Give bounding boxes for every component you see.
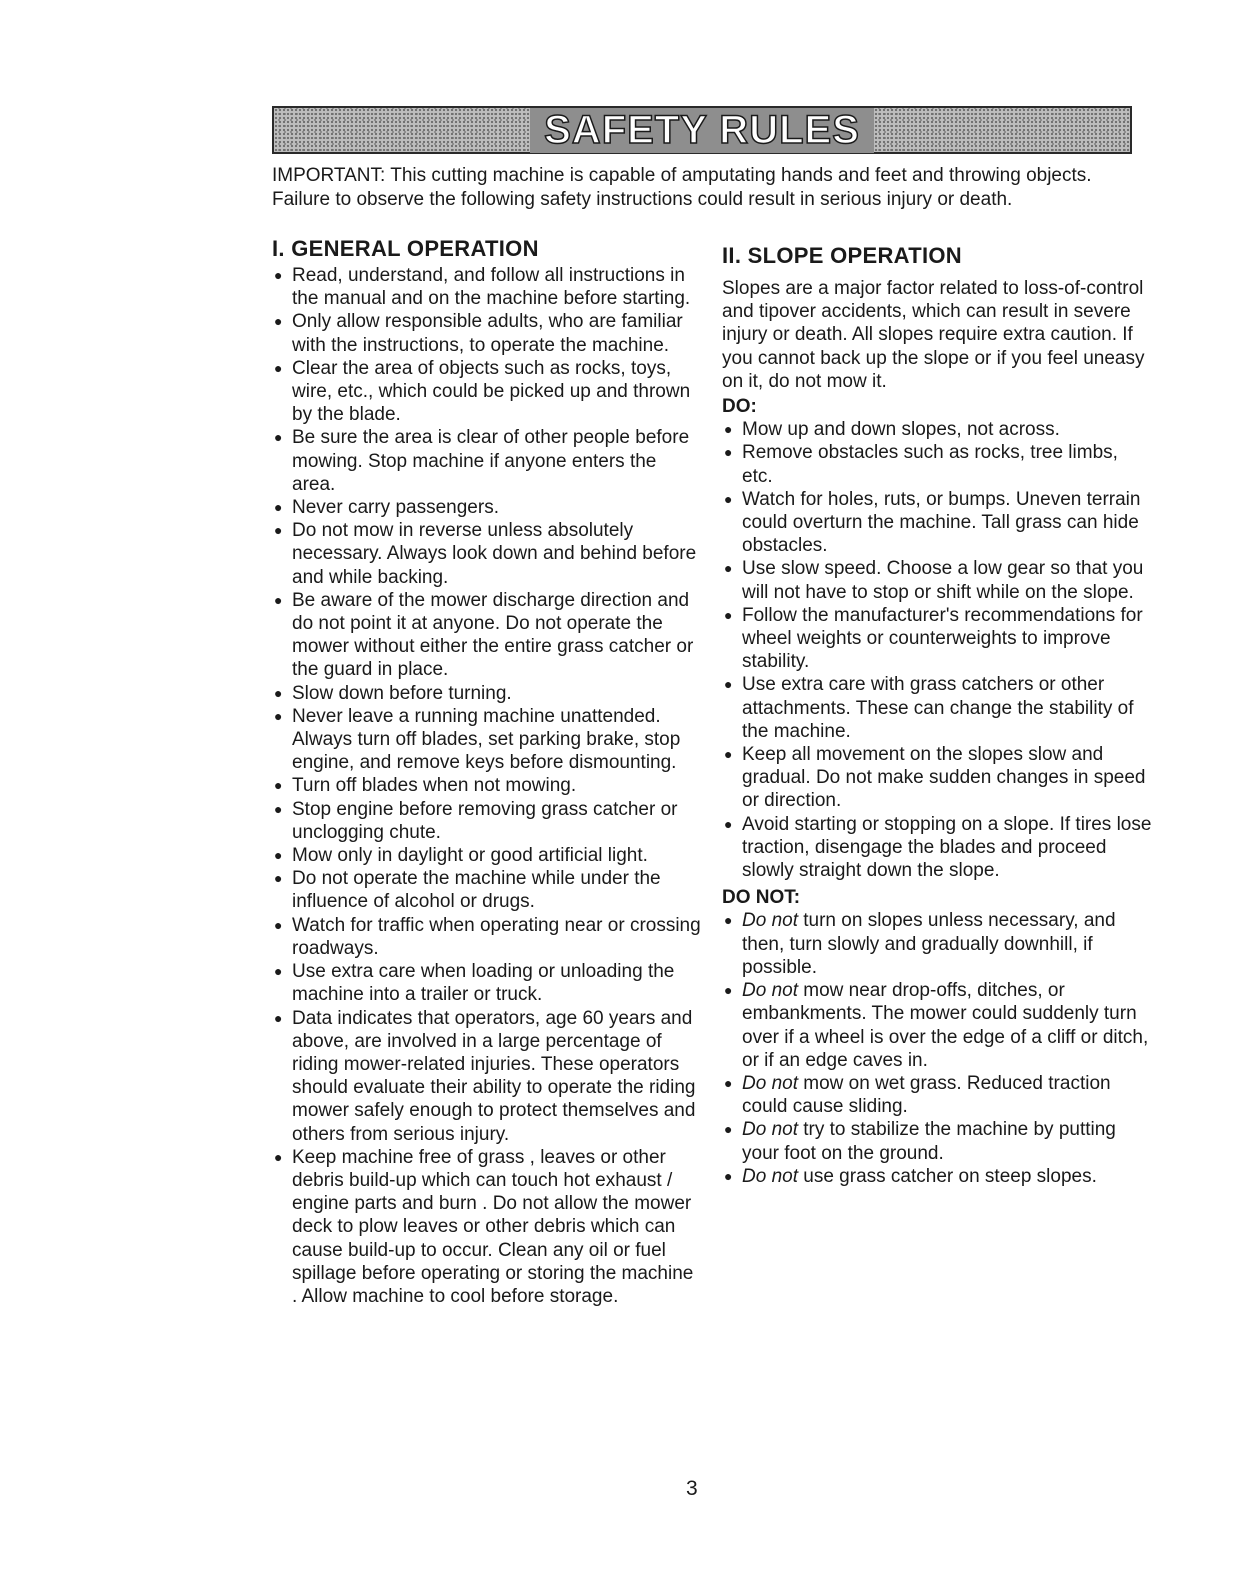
do-not-list xyxy=(722,909,1152,1187)
list-item: ● Use extra care with grass catchers or other attachments. These can change the stability of the machine. xyxy=(724,674,1134,742)
general-operation-list xyxy=(272,264,702,1308)
bullet-icon: ● xyxy=(274,359,283,376)
bullet-icon: ● xyxy=(724,490,733,507)
bullet-icon: ● xyxy=(724,746,733,763)
bullet-icon: ● xyxy=(724,1074,733,1091)
bullet-icon: ● xyxy=(274,1148,283,1165)
list-item: ● Keep all movement on the slopes slow and gradual. Do not make sudden changes in speed or direction. xyxy=(724,744,1146,812)
general-operation-section xyxy=(272,236,702,1312)
bullet-icon: ● xyxy=(724,606,733,623)
list-item: ● Slow down before turning. xyxy=(274,682,512,704)
bullet-icon: ● xyxy=(724,982,733,999)
bullet-icon: ● xyxy=(274,963,283,980)
bullet-icon: ● xyxy=(274,499,283,516)
page-number: 3 xyxy=(686,1477,698,1500)
list-item: ● Do not mow in reverse unless absolutely necessary. Always look down and behind before and while backing. xyxy=(274,520,697,588)
bullet-icon: ● xyxy=(274,522,283,539)
bullet-icon: ● xyxy=(274,684,283,701)
do-list xyxy=(722,418,1152,882)
do-not-heading: DO NOT: xyxy=(722,887,801,909)
list-item: ● Use extra care when loading or unloading the machine into a trailer or truck. xyxy=(274,961,675,1006)
list-item: ● Follow the manufacturer's recommendations for wheel weights or counterweights to improve stability. xyxy=(724,604,1143,673)
bullet-icon: ● xyxy=(724,421,733,438)
bullet-icon: ● xyxy=(274,847,283,864)
banner-title: SAFETY RULES xyxy=(530,108,874,153)
list-item: ● Do not turn on slopes unless necessary, and then, turn slowly and gradually downhill, if possible. xyxy=(724,910,1116,978)
bullet-icon: ● xyxy=(724,560,733,577)
list-item: ● Be aware of the mower discharge direction and do not point it at anyone. Do not operate the mower without either the entire grass catcher or the guard in place. xyxy=(274,589,694,681)
bullet-icon: ● xyxy=(274,429,283,446)
list-item: ● Watch for holes, ruts, or bumps. Uneven terrain could overturn the machine. Tall grass can hide obstacles. xyxy=(724,488,1141,557)
list-item: ● Be sure the area is clear of other people before mowing. Stop machine if anyone enters the area. xyxy=(274,427,690,495)
bullet-icon: ● xyxy=(724,1121,733,1138)
bullet-icon: ● xyxy=(274,800,283,817)
list-item: ● Do not mow near drop-offs, ditches, or embankments. The mower could suddenly turn over if a wheel is over the edge of a cliff or ditch, or if an edge caves in. xyxy=(724,980,1149,1071)
list-item: ● Keep machine free of grass , leaves or other debris build-up which can touch hot exhaust / engine parts and burn . Do not allow the mower deck to plow leaves or other debris which can cause build-up to occur. Clean any oil or fuel spillage before operating or storing the machine . Allow machine to cool before storage. xyxy=(274,1146,694,1307)
list-item: ● Stop engine before removing grass catcher or unclogging chute. xyxy=(274,798,678,843)
bullet-icon: ● xyxy=(274,707,283,724)
bullet-icon: ● xyxy=(274,267,283,283)
general-operation-heading: I. GENERAL OPERATION xyxy=(272,236,539,261)
list-item: ● Remove obstacles such as rocks, tree limbs, etc. xyxy=(724,442,1118,487)
slope-intro: Slopes are a major factor related to loss-of-control and tipover accidents, which can result in severe injury or death. All slopes require extra caution. If you cannot back up the slope or if you feel uneasy on it, do not mow it. xyxy=(722,278,1145,392)
slope-operation-heading: II. SLOPE OPERATION xyxy=(722,243,962,268)
list-item: ● Mow only in daylight or good artificial light. xyxy=(274,845,648,867)
bullet-icon: ● xyxy=(724,444,733,461)
slope-operation-section xyxy=(722,243,1152,1192)
list-item: ● Never carry passengers. xyxy=(274,497,499,519)
bullet-icon: ● xyxy=(274,916,283,933)
list-item: ● Never leave a running machine unattended. Always turn off blades, set parking brake, stop engine, and remove keys before dismounting. xyxy=(274,705,681,774)
list-item: ● Do not use grass catcher on steep slopes. xyxy=(724,1165,1097,1187)
list-item: ● Do not try to stabilize the machine by putting your foot on the ground. xyxy=(724,1119,1116,1164)
do-heading: DO: xyxy=(722,396,757,418)
list-item: ● Clear the area of objects such as rocks, toys, wire, etc., which could be picked up and thrown by the blade. xyxy=(274,357,691,426)
list-item: ● Avoid starting or stopping on a slope. If tires lose traction, disengage the blades and proceed slowly straight down the slope. xyxy=(724,813,1152,882)
bullet-icon: ● xyxy=(274,1009,283,1026)
list-item: ● Watch for traffic when operating near or crossing roadways. xyxy=(274,914,701,959)
list-item: ● Read, understand, and follow all instructions in the manual and on the machine before starting. xyxy=(274,265,691,310)
list-item: ● Only allow responsible adults, who are familiar with the instructions, to operate the machine. xyxy=(274,311,683,356)
bullet-icon: ● xyxy=(274,870,283,887)
bullet-icon: ● xyxy=(724,676,733,693)
list-item: ● Mow up and down slopes, not across. xyxy=(724,419,1060,441)
list-item: ● Do not mow on wet grass. Reduced traction could cause sliding. xyxy=(724,1072,1111,1118)
list-item: ● Do not operate the machine while under the influence of alcohol or drugs. xyxy=(274,868,661,913)
bullet-icon: ● xyxy=(274,777,283,794)
bullet-icon: ● xyxy=(724,1167,733,1184)
safety-rules-banner xyxy=(272,106,1132,154)
bullet-icon: ● xyxy=(274,591,283,608)
list-item: ● Turn off blades when not mowing. xyxy=(274,775,577,797)
bullet-icon: ● xyxy=(274,313,283,330)
list-item: ● Use slow speed. Choose a low gear so that you will not have to stop or shift while on the slope. xyxy=(724,558,1144,603)
bullet-icon: ● xyxy=(724,912,733,929)
important-notice: IMPORTANT: This cutting machine is capable of amputating hands and feet and throwing objects. Failure to observe the following safety instructions could result in serious injury or death. xyxy=(272,165,1092,210)
bullet-icon: ● xyxy=(724,815,733,832)
list-item: ● Data indicates that operators, age 60 years and above, are involved in a large percentage of riding mower-related injuries. These operators should evaluate their ability to operate the riding mower safely enough to protect themselves and others from serious injury. xyxy=(274,1007,696,1145)
